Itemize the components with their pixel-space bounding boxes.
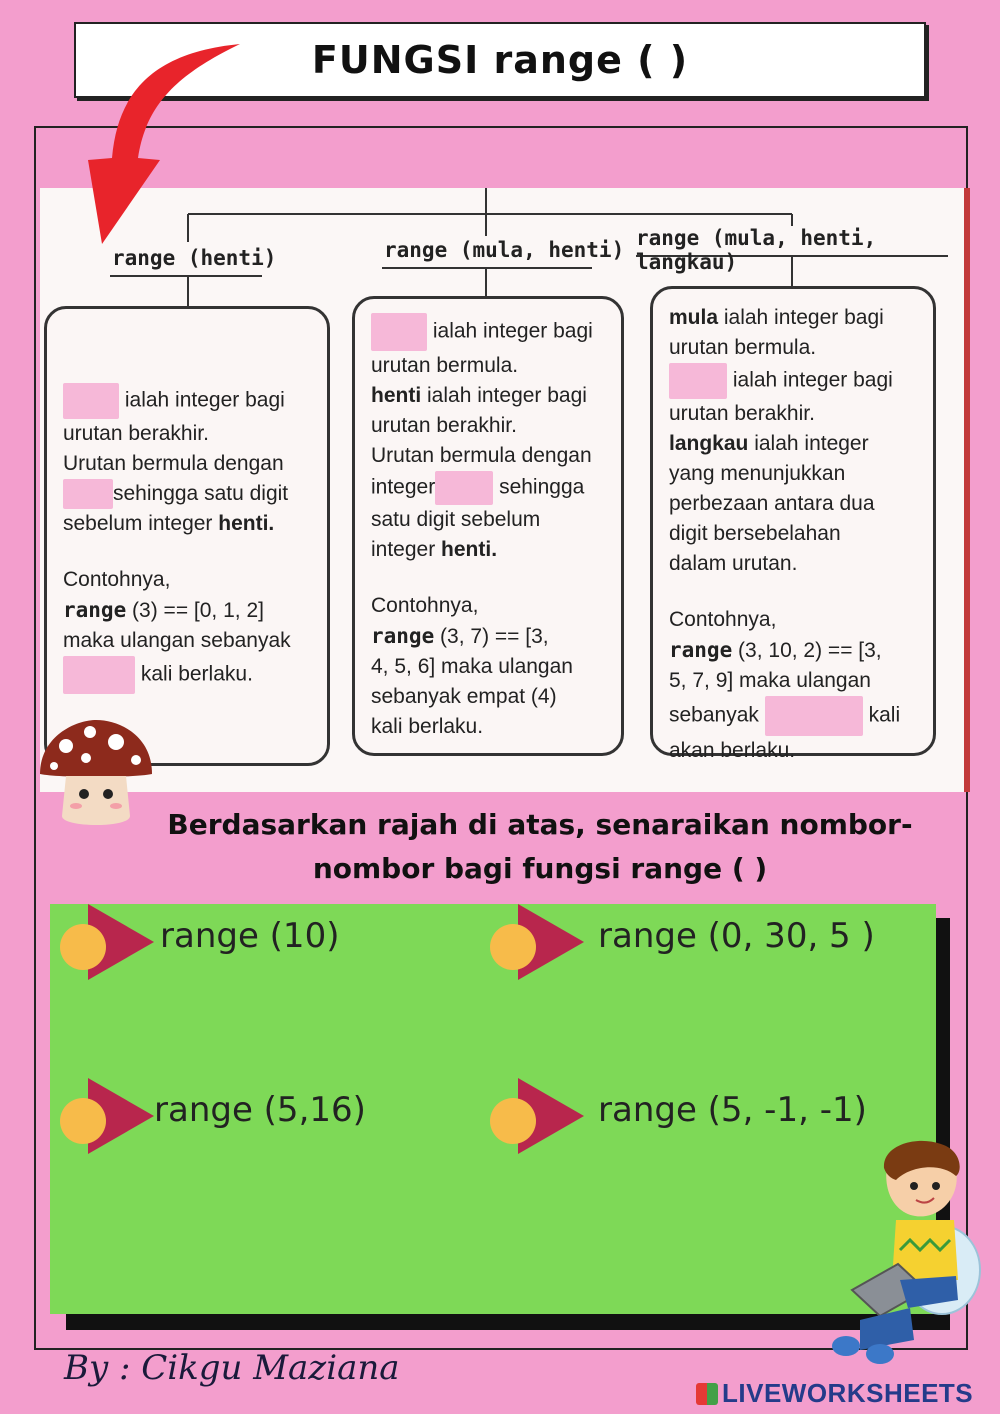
task-item (60, 1078, 480, 1158)
header-range-mula-henti: range (mula, henti) (384, 238, 625, 262)
circle-bullet-icon (490, 924, 536, 970)
header-range-mula-henti-langkau: range (mula, henti, langkau) (636, 226, 877, 274)
card-range-mula-henti-langkau: mula ialah integer bagi urutan bermula. ialah integer bagi urutan berakhir. langkau ialah integer yang menunjukkan perbezaan antara dua digit bersebelahan dalam urutan. Contohnya, range (3, 10, 2) == [3, 5, 7, 9] maka ulangan sebanyak kali akan berlaku. (650, 286, 936, 756)
question-text (120, 803, 960, 891)
answer-panel[interactable] (50, 904, 936, 1314)
card-range-henti: ialah integer bagi urutan berakhir. Urutan bermula dengan sehingga satu digit sebelum integer henti. Contohnya, range (3) == [0, 1, 2] maka ulangan sebanyak kali berlaku. (44, 306, 330, 766)
circle-bullet-icon (60, 924, 106, 970)
question-line-2: nombor bagi fungsi range ( ) (312, 852, 768, 885)
task-label: range (5,16) (154, 1090, 366, 1130)
task-item (490, 904, 930, 984)
range-diagram (40, 188, 970, 792)
answer-blank[interactable] (63, 383, 119, 419)
card-range-mula-henti: ialah integer bagi urutan bermula. henti ialah integer bagi urutan berakhir. Urutan bermula dengan integer sehingga satu digit sebelum integer henti. Contohnya, range (3, 7) == [3, 4, 5, 6] maka ulangan sebanyak empat (4) kali berlaku. (352, 296, 624, 756)
liveworksheets-logo: LIVEWORKSHEETS (696, 1378, 973, 1409)
question-line-1: Berdasarkan rajah di atas, senaraikan nombor- (167, 808, 913, 841)
task-label: range (5, -1, -1) (598, 1090, 867, 1130)
liveworksheets-logo-icon (696, 1383, 718, 1405)
answer-blank[interactable] (435, 471, 493, 505)
answer-blank[interactable] (765, 696, 863, 736)
red-curved-arrow-icon (38, 38, 248, 248)
circle-bullet-icon (490, 1098, 536, 1144)
answer-blank[interactable] (63, 479, 113, 509)
answer-blank[interactable] (669, 363, 727, 399)
task-label: range (10) (160, 916, 340, 956)
boy-with-laptop-icon (830, 1140, 990, 1366)
author-signature: By : Cikgu Maziana (64, 1348, 400, 1388)
task-label: range (0, 30, 5 ) (598, 916, 875, 956)
header-range-henti: range (henti) (112, 246, 277, 270)
circle-bullet-icon (60, 1098, 106, 1144)
page-title: FUNGSI range ( ) (311, 38, 689, 82)
answer-blank[interactable] (371, 313, 427, 351)
answer-blank[interactable] (63, 656, 135, 694)
task-item (60, 904, 480, 984)
